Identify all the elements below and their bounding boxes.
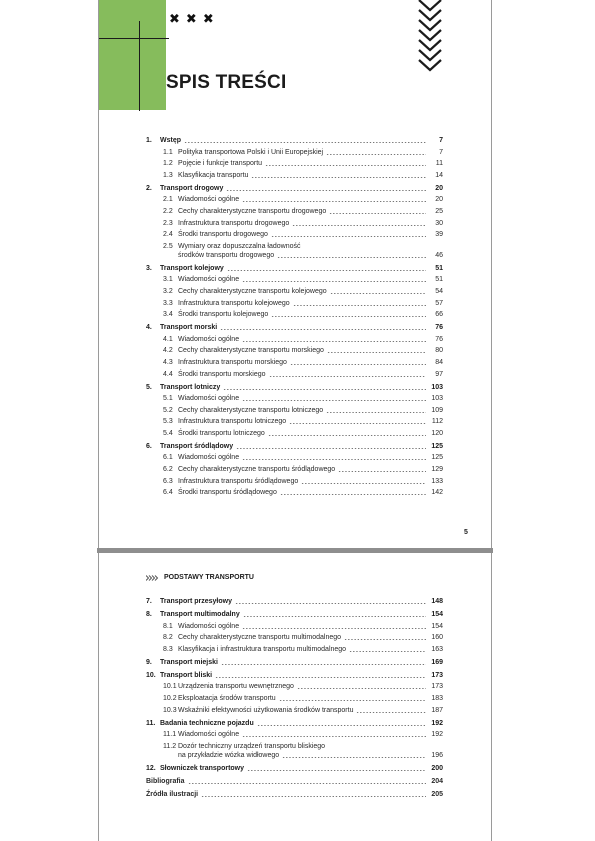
toc-entry-label: Infrastruktura transportu śródlądowego: [178, 477, 299, 485]
toc-subchapter-entry[interactable]: [146, 742, 443, 760]
toc-entry-page: 204: [431, 777, 443, 785]
toc-entry-label: Wiadomości ogólne: [178, 622, 240, 630]
toc-chapter-entry[interactable]: [146, 383, 443, 392]
toc-chapter-entry[interactable]: [146, 136, 443, 145]
toc-entry-page: 200: [431, 764, 443, 772]
toc-entry-page: 14: [435, 171, 443, 179]
toc-entry-label: Transport kolejowy: [160, 264, 224, 272]
toc-entry-number: 3.1: [163, 276, 173, 284]
toc-subchapter-entry[interactable]: [146, 230, 443, 239]
toc-entry-page: 7: [439, 148, 443, 156]
cross-icon: ✖: [202, 11, 214, 26]
toc-entry-label: Wiadomości ogólne: [178, 731, 240, 739]
toc-subchapter-entry[interactable]: [146, 633, 443, 642]
toc-entry-label: Cechy charakterystyczne transportu multimodalnego: [178, 634, 342, 642]
dot-leader: [277, 257, 426, 258]
toc-entry-number: 4.3: [163, 358, 173, 366]
toc-entry-label-continued: środków transportu drogowego: [178, 251, 275, 259]
toc-chapter-entry[interactable]: [146, 323, 443, 332]
toc-entry-number: 6.: [146, 442, 152, 450]
toc-entry-page: 66: [435, 311, 443, 319]
decor-crosses: [169, 12, 214, 25]
toc-entry-number: 1.2: [163, 160, 173, 168]
dot-leader: [242, 459, 426, 460]
toc-entry-label: Transport morski: [160, 324, 218, 332]
toc-entry-number: 2.4: [163, 231, 173, 239]
toc-entry-label: Środki transportu śródlądowego: [178, 489, 277, 497]
toc-chapter-entry[interactable]: [146, 597, 443, 606]
toc-entry-page: 192: [431, 719, 443, 727]
toc-entry-page: 169: [431, 658, 443, 666]
toc-entry-label: Słowniczek transportowy: [160, 764, 245, 772]
toc-subchapter-entry[interactable]: [146, 299, 443, 308]
toc-entry-page: 76: [435, 335, 443, 343]
toc-subchapter-entry[interactable]: [146, 287, 443, 296]
dot-leader: [280, 494, 426, 495]
dot-leader: [242, 341, 426, 342]
toc-entry-label: Transport drogowy: [160, 184, 224, 192]
toc-entry-number: 4.1: [163, 335, 173, 343]
dot-leader: [356, 712, 426, 713]
toc-entry-number: 5.4: [163, 429, 173, 437]
toc-entry-number: 6.2: [163, 466, 173, 474]
toc-entry-number: 10.1: [163, 683, 177, 691]
toc-chapter-entry[interactable]: [146, 719, 443, 728]
dot-leader: [242, 201, 426, 202]
dot-leader: [242, 400, 426, 401]
toc-chapter-entry[interactable]: [146, 658, 443, 667]
dot-leader: [326, 412, 426, 413]
dot-leader: [242, 628, 426, 629]
toc-subchapter-entry[interactable]: [146, 219, 443, 228]
toc-subchapter-entry[interactable]: [146, 706, 443, 715]
dot-leader: [289, 423, 426, 424]
dot-leader: [251, 177, 426, 178]
toc-entry-page: 51: [435, 276, 443, 284]
toc-subchapter-entry[interactable]: [146, 694, 443, 703]
toc-entry-page: 51: [435, 264, 443, 272]
toc-entry-number: 10.2: [163, 694, 177, 702]
toc-entry-label: Cechy charakterystyczne transportu kolejowego: [178, 287, 327, 295]
viewer-background-left: [0, 0, 99, 841]
toc-entry-number: 11.1: [163, 731, 177, 739]
dot-leader: [257, 725, 426, 726]
dot-leader: [330, 293, 426, 294]
toc-entry-page: 76: [435, 324, 443, 332]
toc-entry-label: Klasyfikacja i infrastruktura transportu multimodalnego: [178, 645, 347, 653]
toc-entry-label-continued: na przykładzie wózka widłowego: [178, 751, 280, 759]
toc-entry-label: Infrastruktura transportu lotniczego: [178, 418, 287, 426]
dot-leader: [271, 316, 426, 317]
toc-entry-number: 5.2: [163, 406, 173, 414]
toc-entry-number: 2.3: [163, 219, 173, 227]
toc-entry-page: 112: [431, 418, 443, 426]
dot-leader: [329, 213, 426, 214]
toc-entry-label: Wskaźniki efektywności użytkowania środków transportu: [178, 706, 354, 714]
toc-entry-label: Transport bliski: [160, 671, 213, 679]
viewer-background-right: [491, 0, 595, 841]
toc-entry-number: 12.: [146, 764, 156, 772]
toc-entry-number: 3.2: [163, 287, 173, 295]
toc-entry-page: 154: [431, 611, 443, 618]
toc-entry-page: 120: [431, 429, 443, 437]
toc-subchapter-entry[interactable]: [146, 207, 443, 216]
toc-subchapter-entry[interactable]: [146, 358, 443, 367]
toc-entry-number: 2.1: [163, 196, 173, 204]
dot-leader: [301, 483, 426, 484]
document-page-6[interactable]: [99, 553, 491, 841]
dot-leader: [269, 376, 426, 377]
dot-leader: [184, 142, 426, 143]
toc-entry-label: Środki transportu morskiego: [178, 370, 266, 378]
toc-entry-number: 10.3: [163, 706, 177, 714]
toc-entry-label: Cechy charakterystyczne transportu lotniczego: [178, 406, 324, 414]
toc-entry-number: 5.: [146, 383, 152, 391]
toc-entry-page: 103: [431, 395, 443, 403]
toc-entry-number: 6.3: [163, 477, 173, 485]
toc-entry-number: 10.: [146, 671, 156, 679]
toc-entry-number: 8.1: [163, 622, 173, 630]
page-number: 5: [464, 529, 468, 536]
toc-entry-number: 4.4: [163, 370, 173, 378]
toc-entry-label: Transport multimodalny: [160, 611, 240, 618]
toc-entry-page: 54: [435, 287, 443, 295]
dot-leader: [242, 281, 426, 282]
toc-entry-label: Bibliografia: [146, 777, 185, 785]
toc-subchapter-entry[interactable]: [146, 730, 443, 739]
toc-entry-label: Urządzenia transportu wewnętrznego: [178, 683, 294, 691]
dot-leader: [215, 677, 426, 678]
toc-chapter-entry[interactable]: [146, 610, 443, 619]
toc-entry-label: Wiadomości ogólne: [178, 276, 240, 284]
dot-leader: [293, 305, 426, 306]
toc-entry-page: 30: [435, 219, 443, 227]
running-head: [146, 574, 254, 581]
toc-entry-number: 6.4: [163, 489, 173, 497]
dot-leader: [282, 757, 426, 758]
dot-leader: [235, 603, 426, 604]
toc-subchapter-entry[interactable]: [146, 406, 443, 415]
toc-entry-label: Infrastruktura transportu drogowego: [178, 219, 290, 227]
toc-subchapter-entry[interactable]: [146, 429, 443, 438]
toc-entry-number: 9.: [146, 658, 152, 666]
toc-entry-page: 187: [431, 706, 443, 714]
decor-vertical-line: [139, 21, 140, 111]
toc-entry-page: 183: [431, 694, 443, 702]
toc-entry-label: Cechy charakterystyczne transportu drogowego: [178, 207, 327, 215]
toc-subchapter-entry[interactable]: [146, 310, 443, 319]
toc-entry-page: 133: [431, 477, 443, 485]
toc-entry-page: 160: [431, 634, 443, 642]
toc-entry-label: Infrastruktura transportu kolejowego: [178, 299, 290, 307]
toc-entry-label: Cechy charakterystyczne transportu śródlądowego: [178, 466, 336, 474]
toc-entry-page: 125: [431, 442, 443, 450]
dot-leader: [327, 352, 426, 353]
toc-entry-number: 11.2: [163, 742, 177, 750]
dot-leader: [221, 664, 426, 665]
toc-entry-label: Cechy charakterystyczne transportu morskiego: [178, 347, 324, 355]
toc-entry-number: 1.: [146, 137, 152, 144]
dot-leader: [268, 435, 426, 436]
toc-entry-number: 8.3: [163, 645, 173, 653]
toc-entry-page: 11: [435, 160, 443, 168]
toc-entry-label: Dozór techniczny urządzeń transportu bliskiego: [178, 742, 326, 750]
toc-entry-label: Wiadomości ogólne: [178, 454, 240, 462]
toc-entry-page: 57: [435, 299, 443, 307]
toc-entry-number: 2.: [146, 184, 152, 192]
toc-subchapter-entry[interactable]: [146, 242, 443, 260]
toc-entry-page: 173: [431, 683, 443, 691]
toc-entry-number: 11.: [146, 719, 156, 727]
toc-entry-page: 205: [431, 790, 443, 798]
toc-entry-label: Transport przesyłowy: [160, 598, 232, 605]
toc-entry-page: 84: [435, 358, 443, 366]
toc-subchapter-entry[interactable]: [146, 148, 443, 157]
running-head-title: PODSTAWY TRANSPORTU: [164, 574, 254, 581]
toc-subchapter-entry[interactable]: [146, 275, 443, 284]
toc-entry-label: Środki transportu lotniczego: [178, 429, 265, 437]
dot-leader: [242, 736, 426, 737]
toc-entry-page: 109: [431, 406, 443, 414]
toc-subchapter-entry[interactable]: [146, 159, 443, 168]
chevron-down-stack-icon: [417, 0, 443, 72]
toc-entry-page: 142: [431, 489, 443, 497]
toc-entry-page: 163: [431, 645, 443, 653]
toc-entry-label: Wymiary oraz dopuszczalna ładowność: [178, 242, 301, 250]
toc-entry-label: Transport miejski: [160, 658, 218, 666]
toc-subchapter-entry[interactable]: [146, 195, 443, 204]
dot-leader: [326, 154, 426, 155]
dot-leader: [349, 651, 426, 652]
dot-leader: [279, 700, 426, 701]
toc-entry-number: 4.: [146, 324, 152, 332]
dot-leader: [297, 688, 426, 689]
toc-subchapter-entry[interactable]: [146, 370, 443, 379]
toc-chapter-entry[interactable]: [146, 764, 443, 773]
cross-icon: ✖: [169, 11, 180, 26]
toc-entry-page: 129: [431, 466, 443, 474]
toc-subchapter-entry[interactable]: [146, 645, 443, 654]
dot-leader: [227, 270, 426, 271]
toc-entry-label: Transport śródlądowy: [160, 442, 234, 450]
toc-entry-page: 39: [435, 231, 443, 239]
toc-subchapter-entry[interactable]: [146, 465, 443, 474]
toc-entry-number: 6.1: [163, 454, 173, 462]
toc-entry-label: Wiadomości ogólne: [178, 196, 240, 204]
toc-entry-number: 3.4: [163, 311, 173, 319]
document-page-5[interactable]: [99, 0, 491, 548]
toc-entry-label: Wstęp: [160, 137, 181, 144]
dot-leader: [247, 770, 426, 771]
toc-entry-label: Pojęcie i funkcje transportu: [178, 160, 263, 168]
toc-entry-label: Transport lotniczy: [160, 383, 221, 391]
toc-entry-number: 5.1: [163, 395, 173, 403]
toc-entry-label: Środki transportu kolejowego: [178, 311, 269, 319]
toc-subchapter-entry[interactable]: [146, 477, 443, 486]
toc-entry-number: 1.1: [163, 148, 173, 156]
toc-entry-label: Infrastruktura transportu morskiego: [178, 358, 287, 366]
toc-entry-page: 148: [431, 598, 443, 605]
dot-leader: [271, 236, 426, 237]
dot-leader: [188, 783, 426, 784]
toc-entry-label: Środki transportu drogowego: [178, 231, 268, 239]
dot-leader: [223, 389, 426, 390]
toc-subchapter-entry[interactable]: [146, 682, 443, 691]
toc-subchapter-entry[interactable]: [146, 453, 443, 462]
toc-entry-label: Polityka transportowa Polski i Unii Europejskiej: [178, 148, 324, 156]
table-of-contents: [146, 136, 443, 500]
dot-leader: [226, 190, 426, 191]
toc-entry-label: Eksploatacja środów transportu: [178, 694, 276, 702]
toc-entry-page: 25: [435, 207, 443, 215]
toc-entry-page: 196: [431, 751, 443, 759]
toc-entry-page: 173: [431, 671, 443, 679]
toc-chapter-entry[interactable]: [146, 184, 443, 193]
toc-entry-page: 20: [435, 196, 443, 204]
toc-entry-page: 97: [435, 370, 443, 378]
toc-entry-page: 7: [439, 137, 443, 144]
dot-leader: [290, 364, 426, 365]
toc-entry-page: 46: [435, 251, 443, 259]
toc-entry-number: 7.: [146, 598, 152, 605]
toc-subchapter-entry[interactable]: [146, 622, 443, 631]
toc-section-entry[interactable]: [146, 790, 443, 799]
toc-entry-page: 192: [431, 731, 443, 739]
toc-chapter-entry[interactable]: [146, 671, 443, 680]
cross-icon: ✖: [185, 11, 197, 26]
toc-entry-page: 80: [435, 347, 443, 355]
dot-leader: [265, 165, 426, 166]
toc-entry-label: Badania techniczne pojazdu: [160, 719, 254, 727]
toc-subchapter-entry[interactable]: [146, 417, 443, 426]
toc-entry-number: 1.3: [163, 171, 173, 179]
toc-subchapter-entry[interactable]: [146, 488, 443, 497]
page-title: SPIS TREŚCI: [166, 72, 287, 93]
decor-horizontal-line: [99, 38, 169, 39]
dot-leader: [344, 639, 426, 640]
toc-entry-page: 103: [431, 383, 443, 391]
dot-leader: [220, 329, 426, 330]
toc-entry-page: 125: [431, 454, 443, 462]
double-chevron-right-icon: [146, 575, 160, 581]
toc-subchapter-entry[interactable]: [146, 335, 443, 344]
toc-entry-label: Klasyfikacja transportu: [178, 171, 249, 179]
toc-chapter-entry[interactable]: [146, 442, 443, 451]
table-of-contents: [146, 597, 443, 801]
green-decor-block: [99, 0, 166, 110]
toc-entry-label: Wiadomości ogólne: [178, 395, 240, 403]
toc-subchapter-entry[interactable]: [146, 394, 443, 403]
toc-chapter-entry[interactable]: [146, 264, 443, 273]
toc-entry-number: 3.: [146, 264, 152, 272]
toc-entry-number: 4.2: [163, 347, 173, 355]
toc-entry-page: 20: [435, 184, 443, 192]
dot-leader: [292, 225, 426, 226]
toc-entry-number: 3.3: [163, 299, 173, 307]
toc-section-entry[interactable]: [146, 777, 443, 786]
toc-entry-number: 8.2: [163, 634, 173, 642]
toc-subchapter-entry[interactable]: [146, 346, 443, 355]
toc-entry-number: 5.3: [163, 418, 173, 426]
dot-leader: [338, 471, 426, 472]
dot-leader: [236, 448, 426, 449]
toc-entry-number: 8.: [146, 611, 152, 618]
toc-entry-page: 154: [431, 622, 443, 630]
toc-entry-label: Źródła ilustracji: [146, 790, 199, 798]
toc-entry-number: 2.5: [163, 242, 173, 250]
toc-entry-label: Wiadomości ogólne: [178, 335, 240, 343]
toc-entry-number: 2.2: [163, 207, 173, 215]
toc-subchapter-entry[interactable]: [146, 171, 443, 180]
dot-leader: [201, 796, 426, 797]
dot-leader: [243, 616, 426, 617]
